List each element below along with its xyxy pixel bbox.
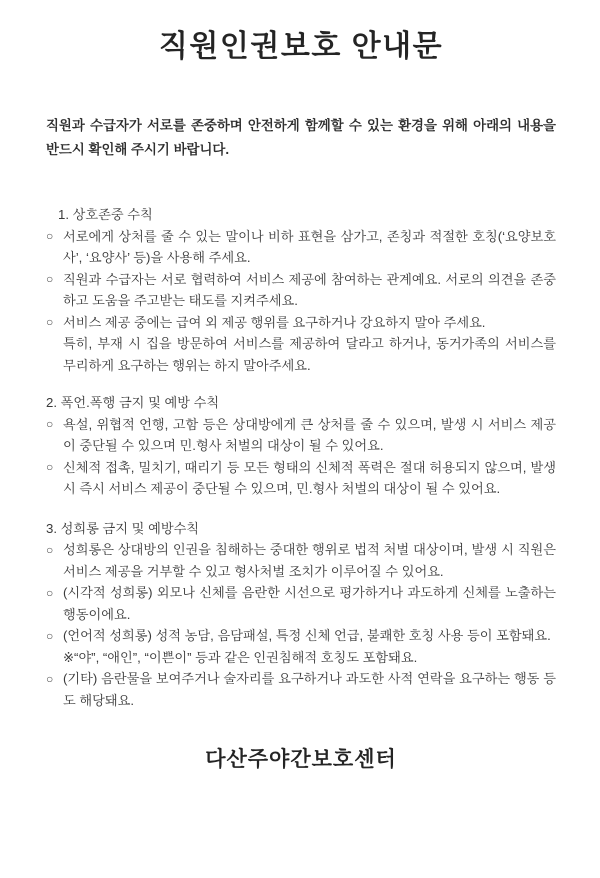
bullet-item <box>46 414 556 457</box>
center-name: 다산주야간보호센터 <box>205 748 397 771</box>
bullet-item-text: 직원과 수급자는 서로 협력하여 서비스 제공에 참여하는 관계예요. 서로의 의견을 존중하고 도움을 주고받는 태도를 지켜주세요. <box>63 271 556 308</box>
section-mutual-respect <box>46 204 556 376</box>
page-title: 직원인권보호 안내문 <box>158 30 444 63</box>
section-heading: 2. 폭언.폭행 금지 및 예방 수칙 <box>46 395 220 410</box>
circle-bullet-icon: ○ <box>46 542 54 557</box>
bullet-item-text: (언어적 성희롱) 성적 농담, 음담패설, 특정 신체 언급, 불쾌한 호칭 사용 등이 포함돼요. <box>63 628 551 643</box>
bullet-item <box>46 539 556 582</box>
bullet-item-text: (시각적 성희롱) 외모나 신체를 음란한 시선으로 평가하거나 과도하게 신체를 노출하는 행동이에요. <box>63 585 556 622</box>
bullet-item-text: 신체적 접촉, 밀치기, 때리기 등 모든 형태의 신체적 폭력은 절대 허용되지 않으며, 발생 시 즉시 서비스 제공이 중단될 수 있으며, 민.형사 처벌의 대상이 될 수 있어요. <box>63 459 556 496</box>
intro-paragraph: 직원과 수급자가 서로를 존중하며 안전하게 함께할 수 있는 환경을 위해 아래의 내용을 반드시 확인해 주시기 바랍니다. <box>46 118 556 157</box>
circle-bullet-icon: ○ <box>46 671 54 686</box>
section-sexual-harassment <box>46 518 556 712</box>
bullet-item-text: 서비스 제공 중에는 급여 외 제공 행위를 요구하거나 강요하지 말아 주세요. <box>63 314 486 330</box>
circle-bullet-icon: ○ <box>46 628 54 643</box>
circle-bullet-icon: ○ <box>46 417 54 431</box>
document-page <box>0 28 600 878</box>
bullet-item <box>46 668 556 711</box>
section-heading: 3. 성희롱 금지 및 예방수칙 <box>46 520 200 536</box>
bullet-item-note: ※“야”, “애인”, “이쁜이” 등과 같은 인권침해적 호칭도 포함돼요. <box>63 649 418 665</box>
bullet-item-text: 성희롱은 상대방의 인권을 침해하는 중대한 행위로 법적 처벌 대상이며, 발생 시 직원은 서비스 제공을 거부할 수 있고 형사처벌 조치가 이루어질 수 있어요. <box>63 542 556 579</box>
bullet-item <box>46 582 556 625</box>
bullet-item-text: 욕설, 위협적 언행, 고함 등은 상대방에게 큰 상처를 줄 수 있으며, 발생 시 서비스 제공이 중단될 수 있으며 민.형사 처벌의 대상이 될 수 있어요. <box>63 416 556 453</box>
bullet-item-note: 특히, 부재 시 집을 방문하여 서비스를 제공하여 달라고 하거나, 동거가족의 서비스를 무리하게 요구하는 행위는 하지 말아주세요. <box>63 336 556 373</box>
circle-bullet-icon: ○ <box>46 315 54 329</box>
section-heading: 1. 상호존중 수칙 <box>58 207 153 222</box>
bullet-item <box>46 269 556 312</box>
circle-bullet-icon: ○ <box>46 460 54 474</box>
bullet-item <box>46 625 556 668</box>
bullet-item-text: (기타) 음란물을 보여주거나 술자리를 요구하거나 과도한 사적 연락을 요구하는 행동 등도 해당돼요. <box>63 671 556 708</box>
bullet-item <box>46 457 556 500</box>
circle-bullet-icon: ○ <box>46 272 54 286</box>
bullet-item <box>46 226 556 269</box>
section-verbal-physical-abuse <box>46 392 556 500</box>
bullet-item-text: 서로에게 상처를 줄 수 있는 말이나 비하 표현을 삼가고, 존칭과 적절한 호칭(‘요양보호사’, ‘요양사’ 등)을 사용해 주세요. <box>63 228 556 265</box>
circle-bullet-icon: ○ <box>46 585 54 600</box>
circle-bullet-icon: ○ <box>46 229 54 243</box>
bullet-item <box>46 312 556 377</box>
